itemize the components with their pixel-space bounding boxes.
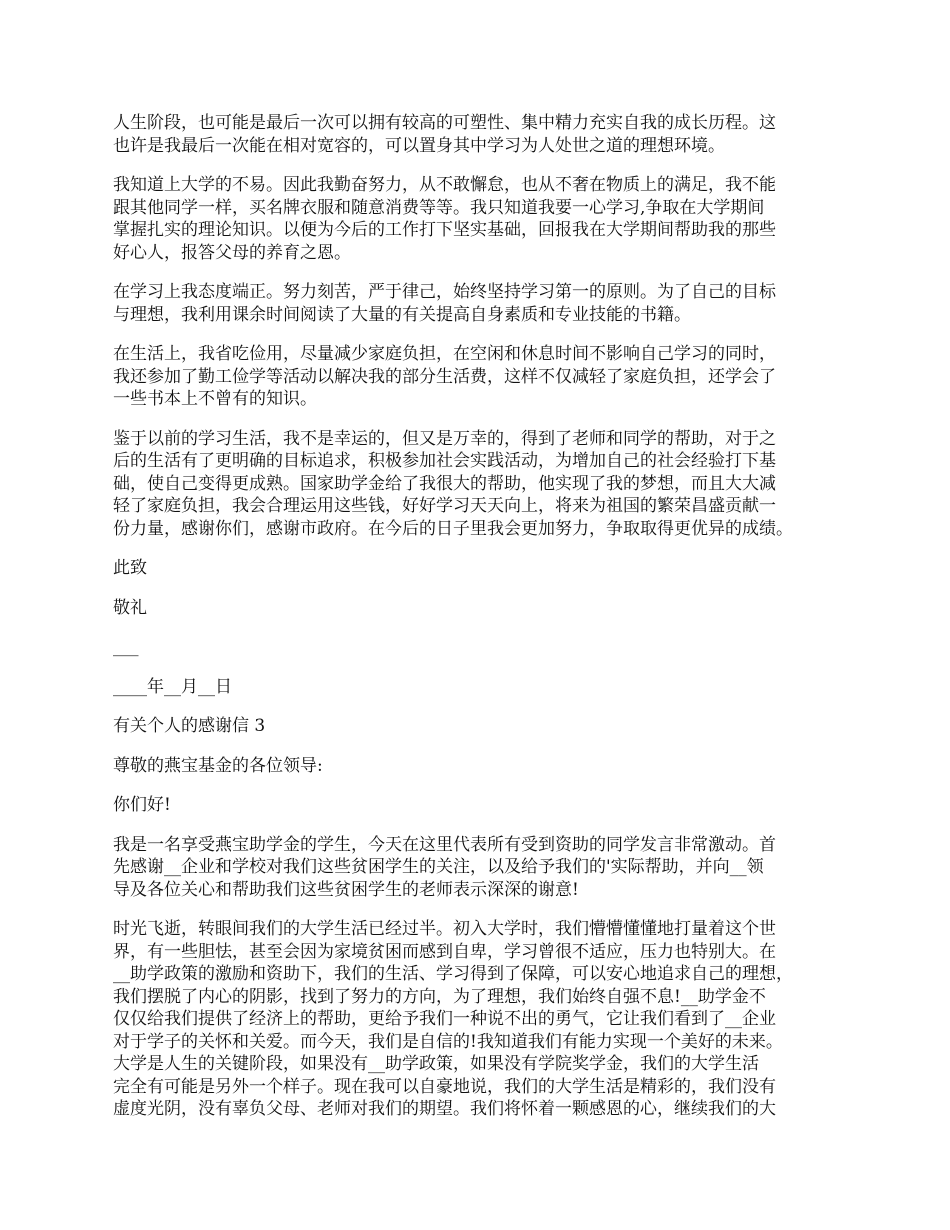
signature-blank bbox=[113, 636, 853, 659]
text-line: 轻了家庭负担，我会合理运用这些钱，好好学习天天向上，将来为祖国的繁荣昌盛贡献一 bbox=[113, 496, 776, 516]
text-line: 础，使自己变得更成熟。国家助学金给了我很大的帮助，他实现了我的梦想，而且大大减 bbox=[113, 473, 776, 494]
closing-regards bbox=[113, 597, 853, 620]
text-line: 后的生活有了更明确的目标追求，积极参加社会实践活动，为增加自己的社会经验打下基 bbox=[113, 451, 776, 471]
letter-title bbox=[113, 715, 853, 738]
text-line: 与理想，我利用课余时间阅读了大量的有关提高自身素质和专业技能的书籍。 bbox=[113, 304, 691, 325]
text-line: 掌握扎实的理论知识。以便为今后的工作打下坚实基础，回报我在大学期间帮助我的那些 bbox=[113, 220, 776, 240]
paragraph bbox=[113, 174, 853, 264]
text-line: 也许是我最后一次能在相对宽容的，可以置身其中学习为人处世之道的理想环境。 bbox=[113, 135, 725, 156]
text-line: 在生活上，我省吃俭用，尽量减少家庭负担，在空闲和休息时间不影响自己学习的同时， bbox=[113, 344, 776, 364]
letter-greeting bbox=[113, 794, 853, 817]
text-line: 完全有可能是另外一个样子。现在我可以自豪地说，我们的大学生活是精彩的，我们没有 bbox=[113, 1076, 776, 1097]
paragraph bbox=[113, 112, 853, 157]
document-body bbox=[113, 112, 853, 1138]
text-line: 好心人，报答父母的养育之恩。 bbox=[113, 242, 351, 263]
paragraph bbox=[113, 281, 853, 326]
text-line: 时光飞逝，转眼间我们的大学生活已经过半。初入大学时，我们懵懵懂懂地打量着这个世 bbox=[113, 919, 776, 939]
text-line: 敬礼 bbox=[113, 597, 147, 618]
text-line: 此致 bbox=[113, 558, 147, 578]
paragraph bbox=[113, 428, 853, 541]
closing-salutation bbox=[113, 557, 853, 580]
text-line: 虚度光阴，没有辜负父母、老师对我们的期望。我们将怀着一颗感恩的心，继续我们的大 bbox=[113, 1099, 776, 1119]
paragraph bbox=[113, 918, 853, 1121]
text-line: 仅仅给我们提供了经济上的帮助，更给予我们一种说不出的勇气，它让我们看到了__企业 bbox=[113, 1009, 776, 1029]
text-line: ___ bbox=[113, 637, 139, 657]
text-line: 有关个人的感谢信 3 bbox=[113, 716, 266, 736]
text-line: 界，有一些胆怯，甚至会因为家境贫困而感到自卑，学习曾很不适应，压力也特别大。在 bbox=[113, 941, 776, 962]
paragraph bbox=[113, 343, 853, 411]
text-line: 大学是人生的关键阶段，如果没有__助学政策，如果没有学院奖学金，我们的大学生活 bbox=[113, 1054, 759, 1074]
text-line: 在学习上我态度端正。努力刻苦，严于律己，始终坚持学习第一的原则。为了自己的目标 bbox=[113, 282, 776, 302]
text-line: 我们摆脱了内心的阴影，找到了努力的方向，为了理想，我们始终自强不息!__助学金不 bbox=[113, 986, 766, 1007]
text-line: ____年__月__日 bbox=[113, 676, 232, 697]
text-line: 人生阶段，也可能是最后一次可以拥有较高的可塑性、集中精力充实自我的成长历程。这 bbox=[113, 113, 776, 133]
text-line: 份力量，感谢你们，感谢市政府。在今后的日子里我会更加努力，争取取得更优异的成绩。 bbox=[113, 518, 793, 539]
date-blank bbox=[113, 676, 853, 699]
text-line: 导及各位关心和帮助我们这些贫困学生的老师表示深深的谢意! bbox=[113, 879, 579, 900]
text-line: __助学政策的激励和资助下，我们的生活、学习得到了保障，可以安心地追求自己的理想， bbox=[113, 964, 793, 984]
paragraph bbox=[113, 834, 853, 902]
text-line: 先感谢__企业和学校对我们这些贫困学生的关注，以及给予我们的'实际帮助，并向__领 bbox=[113, 857, 764, 877]
text-line: 跟其他同学一样，买名牌衣服和随意消费等等。我只知道我要一心学习,争取在大学期间 bbox=[113, 197, 765, 218]
text-line: 尊敬的燕宝基金的各位领导: bbox=[113, 755, 323, 776]
text-line: 我还参加了勤工俭学等活动以解决我的部分生活费，这样不仅减轻了家庭负担，还学会了 bbox=[113, 366, 776, 387]
text-line: 对于学子的关怀和关爱。而今天，我们是自信的!我知道我们有能力实现一个美好的未来。 bbox=[113, 1031, 783, 1052]
text-line: 我是一名享受燕宝助学金的学生，今天在这里代表所有受到资助的同学发言非常激动。首 bbox=[113, 834, 776, 855]
text-line: 一些书本上不曾有的知识。 bbox=[113, 389, 317, 409]
text-line: 你们好! bbox=[113, 795, 171, 815]
text-line: 鉴于以前的学习生活，我不是幸运的，但又是万幸的，得到了老师和同学的帮助，对于之 bbox=[113, 428, 776, 449]
letter-addressee bbox=[113, 755, 853, 778]
text-line: 我知道上大学的不易。因此我勤奋努力，从不敢懈怠，也从不奢在物质上的满足，我不能 bbox=[113, 175, 776, 195]
